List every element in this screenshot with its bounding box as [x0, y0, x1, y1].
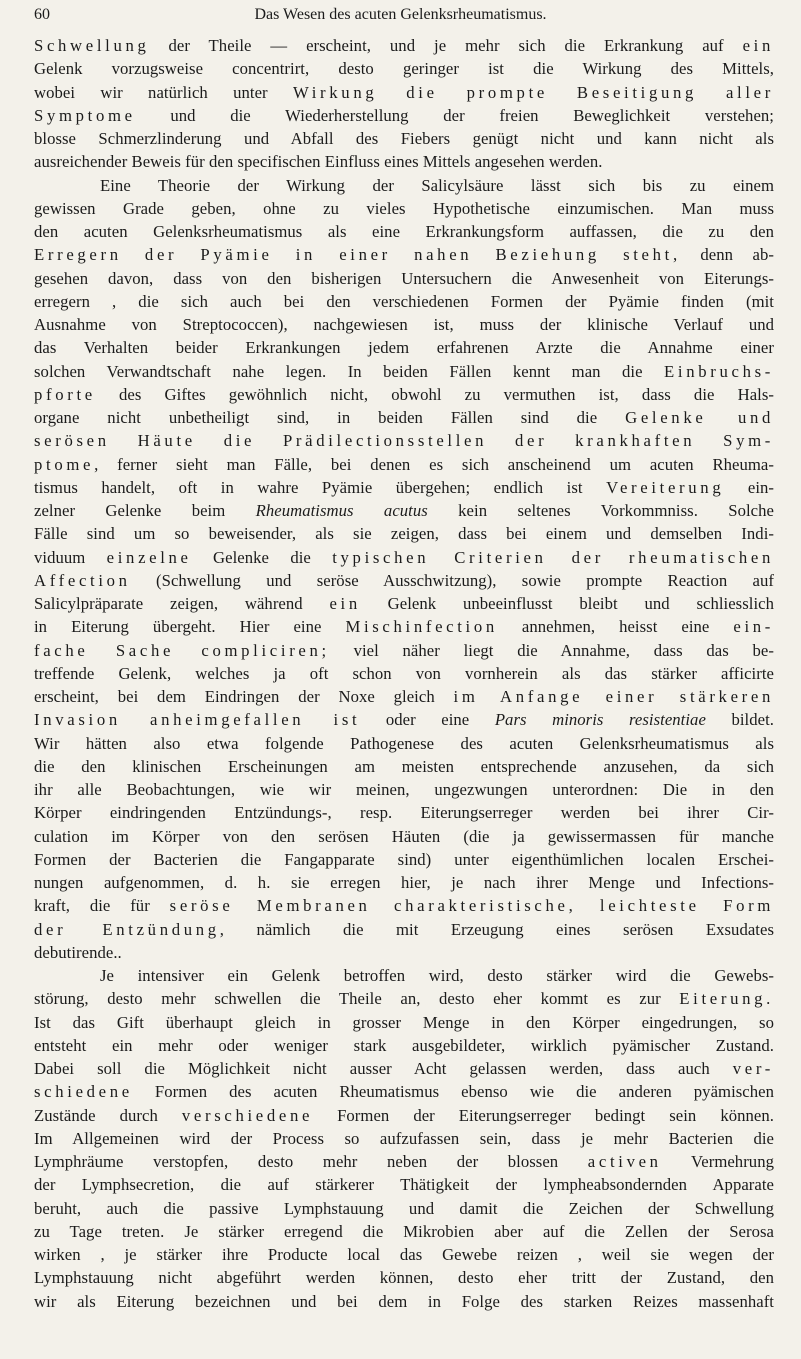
text-run: in Eiterung übergeht. Hier eine [34, 617, 346, 637]
text-run: erscheint, bei dem Eindringen der Noxe gleich [34, 687, 454, 706]
spaced-emphasis: Wirkung die prompte Beseitigung aller [292, 82, 774, 102]
text-run: beruht, auch die passive Lymphstauung und damit die Zeichen der Schwellung [34, 1198, 774, 1218]
text-line [34, 1266, 774, 1289]
text-line [34, 360, 774, 383]
text-run: organe nicht unbetheiligt sind, in beiden Fällen sind die [34, 408, 626, 427]
text-line [34, 894, 774, 917]
text-run: gewissen Grade geben, ohne zu vieles Hypothetische einzumischen. Man muss [34, 198, 774, 218]
text-line [34, 825, 774, 848]
text-run: blosse Schmerzlinderung und Abfall des Fiebers genügt nicht und kann nicht als [34, 129, 774, 148]
text-run: und die Wiederherstellung der freien Beweglichkeit verstehen; [135, 105, 774, 125]
text-run: culation im Körper von den serösen Häuten (die ja gewissermassen für manche [34, 826, 774, 846]
text-line [34, 569, 774, 592]
text-line [34, 476, 774, 499]
spaced-emphasis: der Entzündung [34, 919, 220, 939]
spaced-emphasis: ptome [34, 454, 95, 474]
text-line [34, 336, 774, 359]
spaced-emphasis: im Anfange einer stärkeren [453, 687, 774, 706]
text-run: denn ab- [680, 245, 774, 265]
text-line [34, 150, 774, 173]
text-line [34, 1104, 774, 1127]
text-line [34, 1034, 774, 1057]
text-line [34, 592, 774, 615]
text-line [34, 81, 774, 104]
text-run: Lymphstauung nicht abgeführt werden können, desto eher tritt der Zustand, den [34, 1268, 774, 1288]
text-run: das Verhalten beider Erkrankungen jedem erfahrenen Arzte die Annahme einer [34, 338, 774, 358]
text-run: bildet. [705, 710, 774, 730]
text-line [34, 522, 774, 545]
text-run: Formen der Bacterien die Fangapparate sind) unter eigenthümlichen localen Erschei- [34, 849, 774, 869]
text-run: Lymphräume verstopfen, desto mehr neben der blossen [34, 1152, 588, 1171]
text-run: Gelenk vorzugsweise concentrirt, desto geringer ist die Wirkung des Mittels, [34, 59, 774, 79]
text-run: , ferner sieht man Fälle, bei denen es sich anscheinend um acuten Rheuma- [94, 454, 774, 474]
text-run: solchen Verwandtschaft nahe legen. In beiden Fällen kennt man die [34, 361, 665, 381]
text-run: Ist das Gift überhaupt gleich in grosser Menge in den Körper eingedrungen, so [34, 1012, 774, 1032]
text-run: Körper eindringenden Entzündungs-, resp. Eiterungserreger werden bei ihrer Cir- [34, 803, 774, 823]
text-run: Ausnahme von Streptococcen), nachgewiesen ist, muss der klinische Verlauf und [34, 315, 774, 334]
text-line [34, 918, 774, 941]
text-line [34, 732, 774, 755]
text-line [34, 499, 774, 522]
page-number: 60 [34, 6, 50, 23]
text-run: wirken , je stärker ihre Producte local das Gewebe reizen , weil sie wegen der [34, 1245, 774, 1264]
text-run: kein seltenes Vorkommniss. Solche [427, 501, 774, 520]
text-line [34, 406, 774, 429]
text-run: Formen der Eiterungserreger bedingt sein können. [313, 1105, 774, 1125]
text-line [34, 964, 774, 987]
spaced-emphasis: Mischinfection [345, 617, 498, 637]
spaced-emphasis: Eiterung. [679, 989, 774, 1009]
text-line [34, 174, 774, 197]
text-run: der Lymphsecretion, die auf stärkerer Thätigkeit der lympheabsondernden Apparate [34, 1175, 774, 1195]
text-line [34, 871, 774, 894]
text-line [34, 313, 774, 336]
text-line [34, 1290, 774, 1313]
text-run: , nämlich die mit Erzeugung eines serösen Exsudates [219, 919, 774, 939]
text-run: annehmen, heisst eine [497, 617, 734, 637]
running-title: Das Wesen des acuten Gelenksrheumatismus. [254, 6, 547, 23]
text-run: ihr alle Beobachtungen, wie wir meinen, ungezwungen unterordnen: Die in den [34, 780, 774, 799]
text-line [34, 104, 774, 127]
text-run: erregern , die sich auch bei den verschiedenen Formen der Pyämie finden (mit [34, 291, 774, 311]
spaced-emphasis: ver- [732, 1059, 774, 1078]
text-run: der Theile — erscheint, und je mehr sich die Erkrankung auf [149, 36, 743, 55]
text-run: (Schwellung und seröse Ausschwitzung), sowie prompte Reaction auf [130, 570, 774, 590]
text-run: oder eine [360, 710, 495, 730]
spaced-emphasis: pforte [34, 384, 96, 404]
spaced-emphasis: ein [329, 594, 361, 613]
text-run: Fälle sind um so beweisender, als sie zeigen, dass bei einem und demselben Indi- [34, 524, 774, 544]
text-line [34, 453, 774, 476]
spaced-emphasis: serösen Häute die Prädilectionsstellen der krankhaften Sym- [34, 431, 774, 451]
text-line [34, 1243, 774, 1266]
text-run: des Giftes gewöhnlich nicht, obwohl zu vermuthen ist, dass die Hals- [95, 384, 774, 404]
text-run: treffende Gelenk, welches ja oft schon von vornherein als das stärker afficirte [34, 663, 774, 683]
text-line [34, 290, 774, 313]
text-line [34, 615, 774, 638]
text-line [34, 941, 774, 964]
text-run: Wir hätten also etwa folgende Pathogenese des acuten Gelenksrheumatismus als [34, 733, 774, 753]
text-run: Dabei soll die Möglichkeit nicht ausser Acht gelassen werden, dass auch [34, 1059, 733, 1078]
text-run: den acuten Gelenksrheumatismus als eine Erkrankungsform auffassen, die zu den [34, 222, 774, 241]
text-line [34, 220, 774, 243]
spaced-emphasis: Vereiterung [606, 477, 725, 497]
spaced-emphasis: verschiedene [181, 1105, 314, 1125]
text-line [34, 801, 774, 824]
text-run: Im Allgemeinen wird der Process so aufzufassen sein, dass je mehr Bacterien die [34, 1128, 774, 1148]
text-line [34, 1197, 774, 1220]
text-run: tismus handelt, oft in wahre Pyämie übergehen; endlich ist [34, 477, 607, 497]
text-line [34, 127, 774, 150]
text-line [34, 1173, 774, 1196]
text-run: ein- [724, 477, 774, 497]
text-run: entsteht ein mehr oder weniger stark ausgebildeter, wirklich pyämischer Zustand. [34, 1035, 774, 1055]
text-line [34, 848, 774, 871]
spaced-emphasis: Affection [34, 570, 131, 590]
text-line [34, 708, 774, 731]
spaced-emphasis: Einbruchs- [664, 361, 774, 381]
text-run: Formen des acuten Rheumatismus ebenso wie die anderen pyämischen [132, 1082, 774, 1102]
spaced-emphasis: Symptome [34, 105, 136, 125]
text-run: debutirende.. [34, 942, 122, 962]
spaced-emphasis: seröse Membranen charakteristische, leichteste Form [169, 896, 774, 916]
text-run: zelner Gelenke beim [34, 501, 256, 520]
text-line [34, 34, 774, 57]
text-line [34, 267, 774, 290]
text-line [34, 778, 774, 801]
text-run: ausreichender Beweis für den specifischen Einfluss eines Mittels angesehen werden. [34, 152, 603, 172]
spaced-emphasis: schiedene [34, 1082, 133, 1102]
text-line [34, 639, 774, 662]
text-line [34, 1220, 774, 1243]
italic-term: Pars minoris resistentiae [494, 710, 706, 730]
text-run: Zustände durch [34, 1105, 182, 1125]
text-run: viduum [34, 547, 107, 567]
text-line [34, 1080, 774, 1103]
text-line [34, 57, 774, 80]
text-line [34, 662, 774, 685]
text-run: nungen aufgenommen, d. h. sie erregen hier, je nach ihrer Menge und Infections- [34, 873, 774, 892]
text-run: viel näher liegt die Annahme, dass das be- [329, 640, 774, 660]
text-line [34, 1127, 774, 1150]
text-run: störung, desto mehr schwellen die Theile an, desto eher kommt es zur [34, 989, 680, 1009]
text-run: Je intensiver ein Gelenk betroffen wird, desto stärker wird die Gewebs- [100, 966, 774, 985]
text-line [34, 197, 774, 220]
spaced-emphasis: typischen Criterien der rheumatischen [332, 547, 774, 567]
text-run: die den klinischen Erscheinungen am meisten entsprechende anzusehen, da sich [34, 756, 774, 776]
text-line [34, 755, 774, 778]
text-run: Gelenk unbeeinflusst bleibt und schliesslich [360, 594, 774, 613]
text-line [34, 987, 774, 1010]
text-run: kraft, die für [34, 896, 170, 916]
spaced-emphasis: einzelne [106, 547, 192, 567]
text-line [34, 546, 774, 569]
italic-term: Rheumatismus acutus [255, 501, 428, 520]
spaced-emphasis: ein [742, 36, 774, 55]
spaced-emphasis: fache Sache compliciren; [34, 640, 330, 660]
page-header [34, 6, 767, 30]
spaced-emphasis: Erregern der Pyämie in einer nahen Beziehung steht, [34, 245, 681, 265]
text-line [34, 685, 774, 708]
spaced-emphasis: activen [587, 1152, 662, 1171]
text-line [34, 243, 774, 266]
text-run: Vermehrung [661, 1152, 774, 1171]
spaced-emphasis: ein- [733, 617, 774, 637]
spaced-emphasis: Invasion anheimgefallen ist [34, 710, 361, 730]
spaced-emphasis: Gelenke und [625, 408, 774, 427]
text-run: gesehen davon, dass von den bisherigen Untersuchern die Anwesenheit von Eiterungs- [34, 268, 774, 288]
text-run: Gelenke die [191, 547, 333, 567]
spaced-emphasis: Schwellung [34, 36, 150, 55]
text-run: wir als Eiterung bezeichnen und bei dem in Folge des starken Reizes massenhaft [34, 1291, 774, 1311]
text-line [34, 383, 774, 406]
text-line [34, 1150, 774, 1173]
body-text [34, 34, 774, 1313]
text-run: Salicylpräparate zeigen, während [34, 594, 330, 613]
text-line [34, 1057, 774, 1080]
text-run: Eine Theorie der Wirkung der Salicylsäure lässt sich bis zu einem [100, 175, 774, 195]
text-run: wobei wir natürlich unter [34, 82, 293, 102]
text-line [34, 1011, 774, 1034]
text-line [34, 429, 774, 452]
text-run: zu Tage treten. Je stärker erregend die Mikrobien aber auf die Zellen der Serosa [34, 1221, 774, 1241]
